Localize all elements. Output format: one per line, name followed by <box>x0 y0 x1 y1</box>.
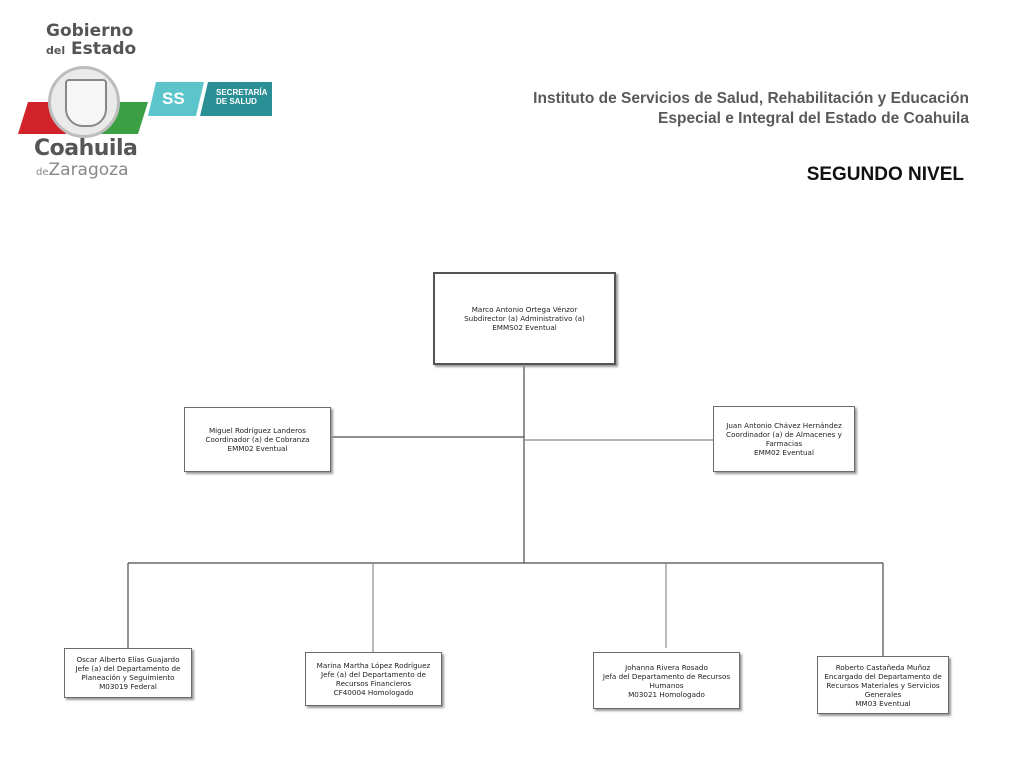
institute-line2: Especial e Integral del Estado de Coahuila <box>658 110 969 127</box>
logo-del: del <box>46 44 66 57</box>
node-code: CF40004 Homologado <box>333 688 414 697</box>
org-node-humanos <box>593 652 740 709</box>
logo-gobierno: Gobierno <box>46 21 134 41</box>
node-name: Oscar Alberto Elías Guajardo <box>76 655 180 664</box>
ss-badge-text: SS <box>162 89 185 108</box>
org-node-subdirector <box>433 272 616 365</box>
node-role: Jefe (a) del Departamento de Recursos Financieros <box>321 670 426 688</box>
org-node-planeacion <box>64 648 192 698</box>
secretaria-line1: SECRETARÍA <box>216 88 268 97</box>
node-code: EMMS02 Eventual <box>492 323 557 332</box>
node-name: Juan Antonio Chávez Hernández <box>726 421 842 430</box>
node-role: Jefa del Departamento de Recursos Humanos <box>602 671 731 690</box>
logo-zaragoza: Zaragoza <box>48 160 129 180</box>
level-title: SEGUNDO NIVEL <box>806 164 964 185</box>
secretaria-line2: DE SALUD <box>216 97 257 106</box>
node-name: Marina Martha López Rodríguez <box>316 661 431 670</box>
org-node-financieros <box>305 652 442 706</box>
node-role: Subdirector (a) Administrativo (a) <box>464 314 585 323</box>
org-node-almacenes <box>713 406 855 472</box>
node-role: Encargado del Departamento de Recursos Materiales y Servicios Generales <box>824 671 942 699</box>
node-role: Coordinador (a) de Cobranza <box>205 435 310 444</box>
node-code: M03021 Homologado <box>628 689 705 699</box>
node-name: Johanna Rivera Rosado <box>625 662 708 672</box>
node-role: Coordinador (a) de Almacenes y Farmacias <box>726 430 842 448</box>
node-code: M03019 Federal <box>99 682 157 691</box>
node-role: Jefe (a) del Departamento de Planeación y Seguimiento <box>75 664 181 682</box>
org-node-cobranza <box>184 407 331 472</box>
logo-coahuila: Coahuila <box>34 136 138 161</box>
node-name: Miguel Rodríguez Landeros <box>208 426 307 435</box>
logo-de: de <box>36 167 49 178</box>
institute-line1: Instituto de Servicios de Salud, Rehabilitación y Educación <box>533 90 969 107</box>
logo-estado: Estado <box>71 39 137 59</box>
node-code: EMM02 Eventual <box>227 444 288 453</box>
node-code: EMM02 Eventual <box>754 448 814 457</box>
org-node-materiales <box>817 656 949 714</box>
node-code: MM03 Eventual <box>855 698 911 708</box>
node-name: Marco Antonio Ortega Vénzor <box>471 305 578 314</box>
node-name: Roberto Castañeda Muñoz <box>835 662 931 672</box>
